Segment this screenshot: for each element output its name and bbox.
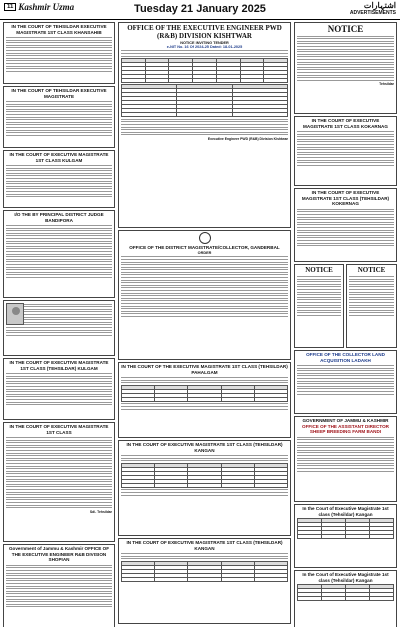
- ad-title: IN THE COURT OF EXECUTIVE MAGISTRATE 1ST CLASS KULGAM: [9, 152, 109, 163]
- ad-executive-magistrate: [3, 422, 115, 542]
- ad-text-lines: [6, 101, 112, 136]
- ad-shopian: [3, 544, 115, 627]
- ad-text-lines: [349, 276, 394, 316]
- ad-kangan-2: [118, 538, 291, 624]
- ad-text-lines: [297, 36, 394, 81]
- ad-title: IN THE COURT OF THE EXECUTIVE MAGISTRATE 1ST CLASS (TEHSILDAR) PAHALGAM: [121, 364, 288, 375]
- ad-title: OFFICE OF THE DISTRICT MAGISTRATE/COLLECTOR, GANDERBAL: [129, 245, 280, 250]
- ad-signature: Sd/- Tehsildar: [89, 509, 112, 514]
- ad-kangan-4: [294, 570, 397, 627]
- middle-column: [118, 22, 291, 627]
- ad-text-lines: [121, 455, 288, 461]
- ad-sheep-breeding: [294, 416, 397, 502]
- ad-text-lines: [6, 37, 112, 72]
- notice-title: NOTICE: [305, 266, 333, 274]
- section-title-urdu: اشتہارات: [363, 1, 396, 10]
- ad-title: In the Court of Executive Magistrate 1st class (Tehsildar) Kangan: [302, 572, 389, 583]
- notice-pair: [294, 264, 397, 348]
- ad-kangan-3: [294, 504, 397, 568]
- ad-subtitle: ORDER: [197, 250, 212, 255]
- ad-text-lines: [121, 50, 288, 56]
- ad-kulgam-tehsildar: [3, 358, 115, 420]
- ad-text-lines: [121, 553, 288, 559]
- ad-text-lines: [121, 119, 288, 136]
- ad-bandipora: [3, 210, 115, 298]
- ad-title: IN THE COURT OF EXECUTIVE MAGISTRATE 1ST CLASS (TEHSILDAR) KOKERNAG: [301, 190, 390, 207]
- ad-text-lines: [297, 276, 341, 316]
- ad-title: IN THE COURT OF EXECUTIVE MAGISTRATE 1ST CLASS (TEHSILDAR) KANGAN: [126, 442, 283, 453]
- issue-date: Tuesday 21 January 2025: [134, 3, 266, 15]
- ad-text-lines: [297, 131, 394, 166]
- ad-title: OFFICE OF THE EXECUTIVE ENGINEER PWD (R&B) DIVISION KISHTWAR: [127, 24, 282, 41]
- notice-1: [294, 22, 397, 114]
- ad-text-lines: [297, 209, 394, 246]
- land-table: [297, 518, 394, 539]
- ad-khansahib: [3, 22, 115, 84]
- ad-title: IN THE COURT OF EXECUTIVE MAGISTRATE 1ST CLASS (TEHSILDAR) KULGAM: [9, 360, 109, 371]
- ad-text-lines: [297, 365, 394, 395]
- schedule-table: [121, 84, 288, 117]
- ad-subtitle: OFFICE OF THE ASSISTANT DIRECTOR SHEEP BREEDING FARM BANDI: [302, 423, 389, 435]
- ad-with-photo: [3, 300, 115, 356]
- ad-title: GOVERNMENT OF JAMMU & KASHMIR: [302, 418, 389, 423]
- ad-tehsildar: [3, 86, 115, 148]
- masthead: [0, 0, 400, 20]
- ad-text-lines: [6, 373, 112, 405]
- left-column: [3, 22, 115, 627]
- ad-text-lines: [6, 437, 112, 508]
- ad-text-lines: [6, 565, 112, 608]
- ad-title: IN THE COURT OF TEHSILDAR EXECUTIVE MAGISTRATE 1ST CLASS KHANSAHIB: [11, 24, 107, 35]
- ad-title: OFFICE OF THE COLLECTOR LAND ACQUISITION LADAKH: [306, 352, 385, 363]
- ad-pahalgam: [118, 362, 291, 438]
- ad-title: IN THE COURT OF EXECUTIVE MAGISTRATE 1ST CLASS: [9, 424, 109, 435]
- ad-title: IN THE COURT OF TEHSILDAR EXECUTIVE MAGISTRATE: [11, 88, 107, 99]
- notice-3: [346, 264, 397, 348]
- section-title: ADVERTISEMENTS: [349, 10, 396, 16]
- ad-kokernag-tehsildar: [294, 188, 397, 262]
- notice-title: NOTICE: [327, 24, 364, 34]
- ad-title: I/O THE BY PRINCIPAL DISTRICT JUDGE BANDIPORA: [14, 212, 104, 223]
- land-table: [121, 385, 288, 402]
- land-table: [121, 463, 288, 488]
- ad-reference: e-NIT No. 16 Of 2024-25 Dated: 18-01-2025: [166, 44, 243, 49]
- ad-text-lines: [6, 225, 112, 278]
- ad-kokarnag: [294, 116, 397, 186]
- tender-table: [121, 58, 288, 83]
- ad-title: Government of Jammu & Kashmir OFFICE OF THE EXECUTIVE ENGINEER R&B DIVISION SHOPIAN: [8, 546, 110, 563]
- paper-name: Kashmir Uzma: [18, 2, 75, 12]
- ad-text-lines: [6, 165, 112, 197]
- ad-text-lines: [121, 489, 288, 495]
- ad-title: In the Court of Executive Magistrate 1st class (Tehsildar) Kangan: [302, 506, 389, 517]
- ad-text-lines: [297, 437, 394, 472]
- ad-signature: Executive Engineer PWD (R&B) Division Kishtwar: [207, 136, 288, 141]
- page-number: 11: [4, 3, 16, 11]
- ad-subtitle: NOTICE INVITING TENDER: [180, 40, 229, 45]
- ad-text-lines: [121, 377, 288, 383]
- ad-kulgam: [3, 150, 115, 208]
- ad-text-lines: [121, 403, 288, 409]
- land-table: [297, 584, 394, 601]
- ad-pwd-kishtwar: [118, 22, 291, 228]
- ad-title: IN THE COURT OF EXECUTIVE MAGISTRATE 1ST CLASS (TEHSILDAR) KANGAN: [126, 540, 283, 551]
- ad-kangan-1: [118, 440, 291, 536]
- notice-2: [294, 264, 344, 348]
- ad-ganderbal-order: [118, 230, 291, 360]
- ad-text-lines: [121, 256, 288, 317]
- government-emblem-icon: [199, 232, 211, 244]
- ad-title: IN THE COURT OF EXECUTIVE MAGISTRATE 1ST CLASS KOKARNAG: [303, 118, 388, 129]
- masthead-right: [350, 1, 396, 16]
- ad-ladakh: [294, 350, 397, 414]
- land-table: [121, 561, 288, 582]
- ad-signature: Tehsildar: [379, 82, 394, 87]
- notice-title: NOTICE: [357, 266, 386, 274]
- person-photo: [6, 303, 24, 325]
- right-column: [294, 22, 397, 627]
